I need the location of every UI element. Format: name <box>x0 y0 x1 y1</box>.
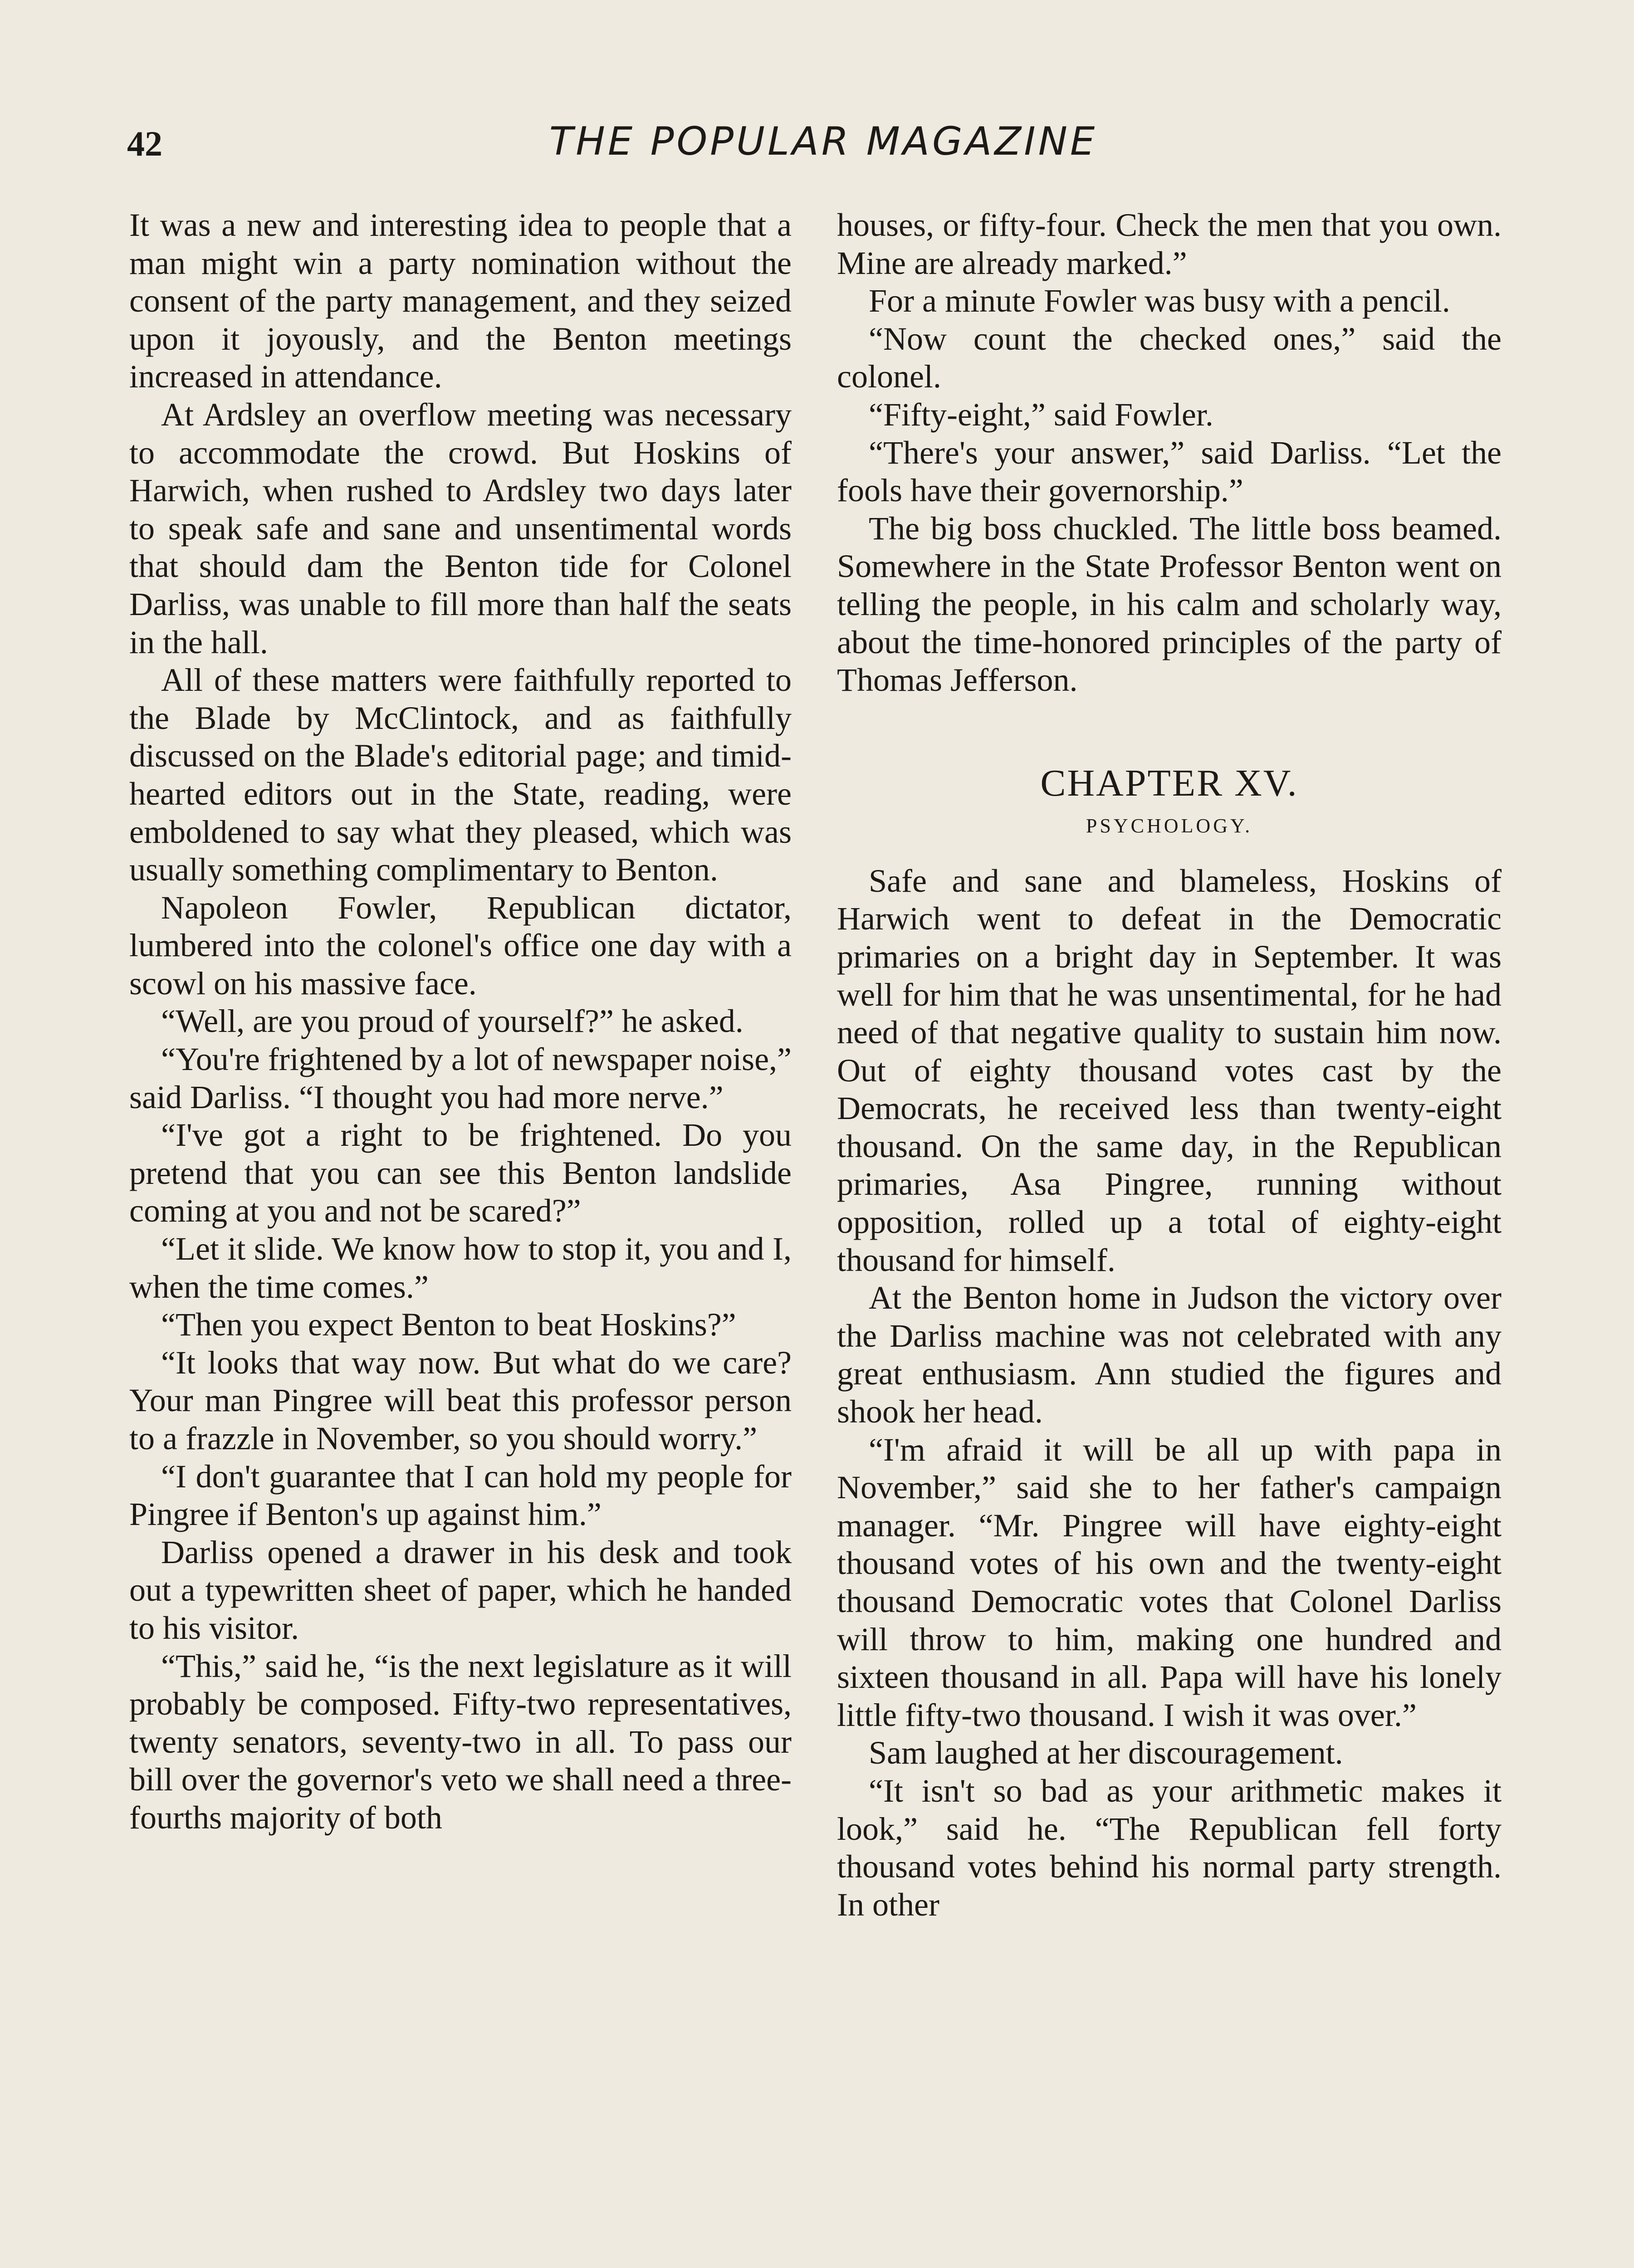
paragraph: “I don't guarantee that I can hold my people for Pingree if Benton's up against him.” <box>129 1458 792 1533</box>
paragraph: It was a new and interesting idea to people that a man might win a party nomination without the consent of the party management, and they seized upon it joyously, and the Benton meetings increased in attendance. <box>129 207 792 395</box>
running-title: THE POPULAR MAGAZINE <box>549 119 1098 164</box>
paragraph: At the Benton home in Judson the victory over the Darliss machine was not celebrated with any great enthusiasm. Ann studied the figures and shook her head. <box>837 1280 1502 1430</box>
paragraph: “Let it slide. We know how to stop it, you and I, when the time comes.” <box>129 1231 792 1305</box>
paragraph: At Ardsley an overflow meeting was necessary to accommodate the crowd. But Hoskins of Harwich, when rushed to Ardsley two days later to speak safe and sane and unsentimental words that should dam the Benton tide for Colonel Darliss, was unable to fill more than half the seats in the hall. <box>129 396 792 660</box>
paragraph: All of these matters were faithfully reported to the Blade by McClintock, and as faithfully discussed on the Blade's editorial page; and timid-hearted editors out in the State, reading, were emboldened to say what they pleased, which was usually something complimentary to Benton. <box>129 662 792 888</box>
right-column <box>837 206 1502 1924</box>
page-number: 42 <box>127 124 162 163</box>
paragraph: “I've got a right to be frightened. Do you pretend that you can see this Benton landslide coming at you and not be scared?” <box>129 1117 792 1229</box>
left-column <box>129 206 792 1837</box>
paragraph: Napoleon Fowler, Republican dictator, lumbered into the colonel's office one day with a scowl on his massive face. <box>129 889 792 1002</box>
paragraph: “You're frightened by a lot of newspaper noise,” said Darliss. “I thought you had more nerve.” <box>129 1041 792 1115</box>
paragraph: For a minute Fowler was busy with a pencil. <box>869 283 1450 319</box>
paragraph: Sam laughed at her discouragement. <box>869 1735 1343 1771</box>
paragraph: “I'm afraid it will be all up with papa in November,” said she to her father's campaign manager. “Mr. Pingree will have eighty-eight thousand votes of his own and the twenty-eight thousand Democratic votes that Colonel Darliss will throw to him, making one hundred and sixteen thousand in all. Papa will have his lonely little fifty-two thousand. I wish it was over.” <box>837 1431 1502 1733</box>
paragraph: “There's your answer,” said Darliss. “Let the fools have their governorship.” <box>837 434 1502 509</box>
paragraph: “Now count the checked ones,” said the colonel. <box>837 320 1502 395</box>
paragraph: “Fifty-eight,” said Fowler. <box>869 396 1213 433</box>
paragraph: “Well, are you proud of yourself?” he asked. <box>161 1003 744 1040</box>
chapter-heading: CHAPTER XV. <box>1040 762 1298 804</box>
paragraph: “Then you expect Benton to beat Hoskins?” <box>161 1306 736 1343</box>
paragraph: “It looks that way now. But what do we care? Your man Pingree will beat this professor person to a frazzle in November, so you should worry.” <box>129 1344 792 1457</box>
chapter-subtitle: PSYCHOLOGY. <box>1086 814 1253 837</box>
page-header <box>127 119 1520 169</box>
paragraph: “This,” said he, “is the next legislature as it will probably be composed. Fifty-two representatives, twenty senators, seventy-two in all. To pass our bill over the governor's veto we shall need a three-fourths majority of both <box>129 1647 792 1836</box>
paragraph: “It isn't so bad as your arithmetic makes it look,” said he. “The Republican fell forty thousand votes behind his normal party strength. In other <box>837 1772 1502 1923</box>
paragraph: Safe and sane and blameless, Hoskins of Harwich went to defeat in the Democratic primaries on a bright day in September. It was well for him that he was unsentimental, for he had need of that negative quality to sustain him now. Out of eighty thousand votes cast by the Democrats, he received less than twenty-eight thousand. On the same day, in the Republican primaries, Asa Pingree, running without opposition, rolled up a total of eighty-eight thousand for himself. <box>837 862 1502 1278</box>
paragraph: Darliss opened a drawer in his desk and took out a typewritten sheet of paper, which he handed to his visitor. <box>129 1534 792 1646</box>
paragraph: houses, or fifty-four. Check the men that you own. Mine are already marked.” <box>837 207 1502 281</box>
paragraph: The big boss chuckled. The little boss beamed. Somewhere in the State Professor Benton went on telling the people, in his calm and scholarly way, about the time-honored principles of the party of Thomas Jefferson. <box>837 510 1502 699</box>
